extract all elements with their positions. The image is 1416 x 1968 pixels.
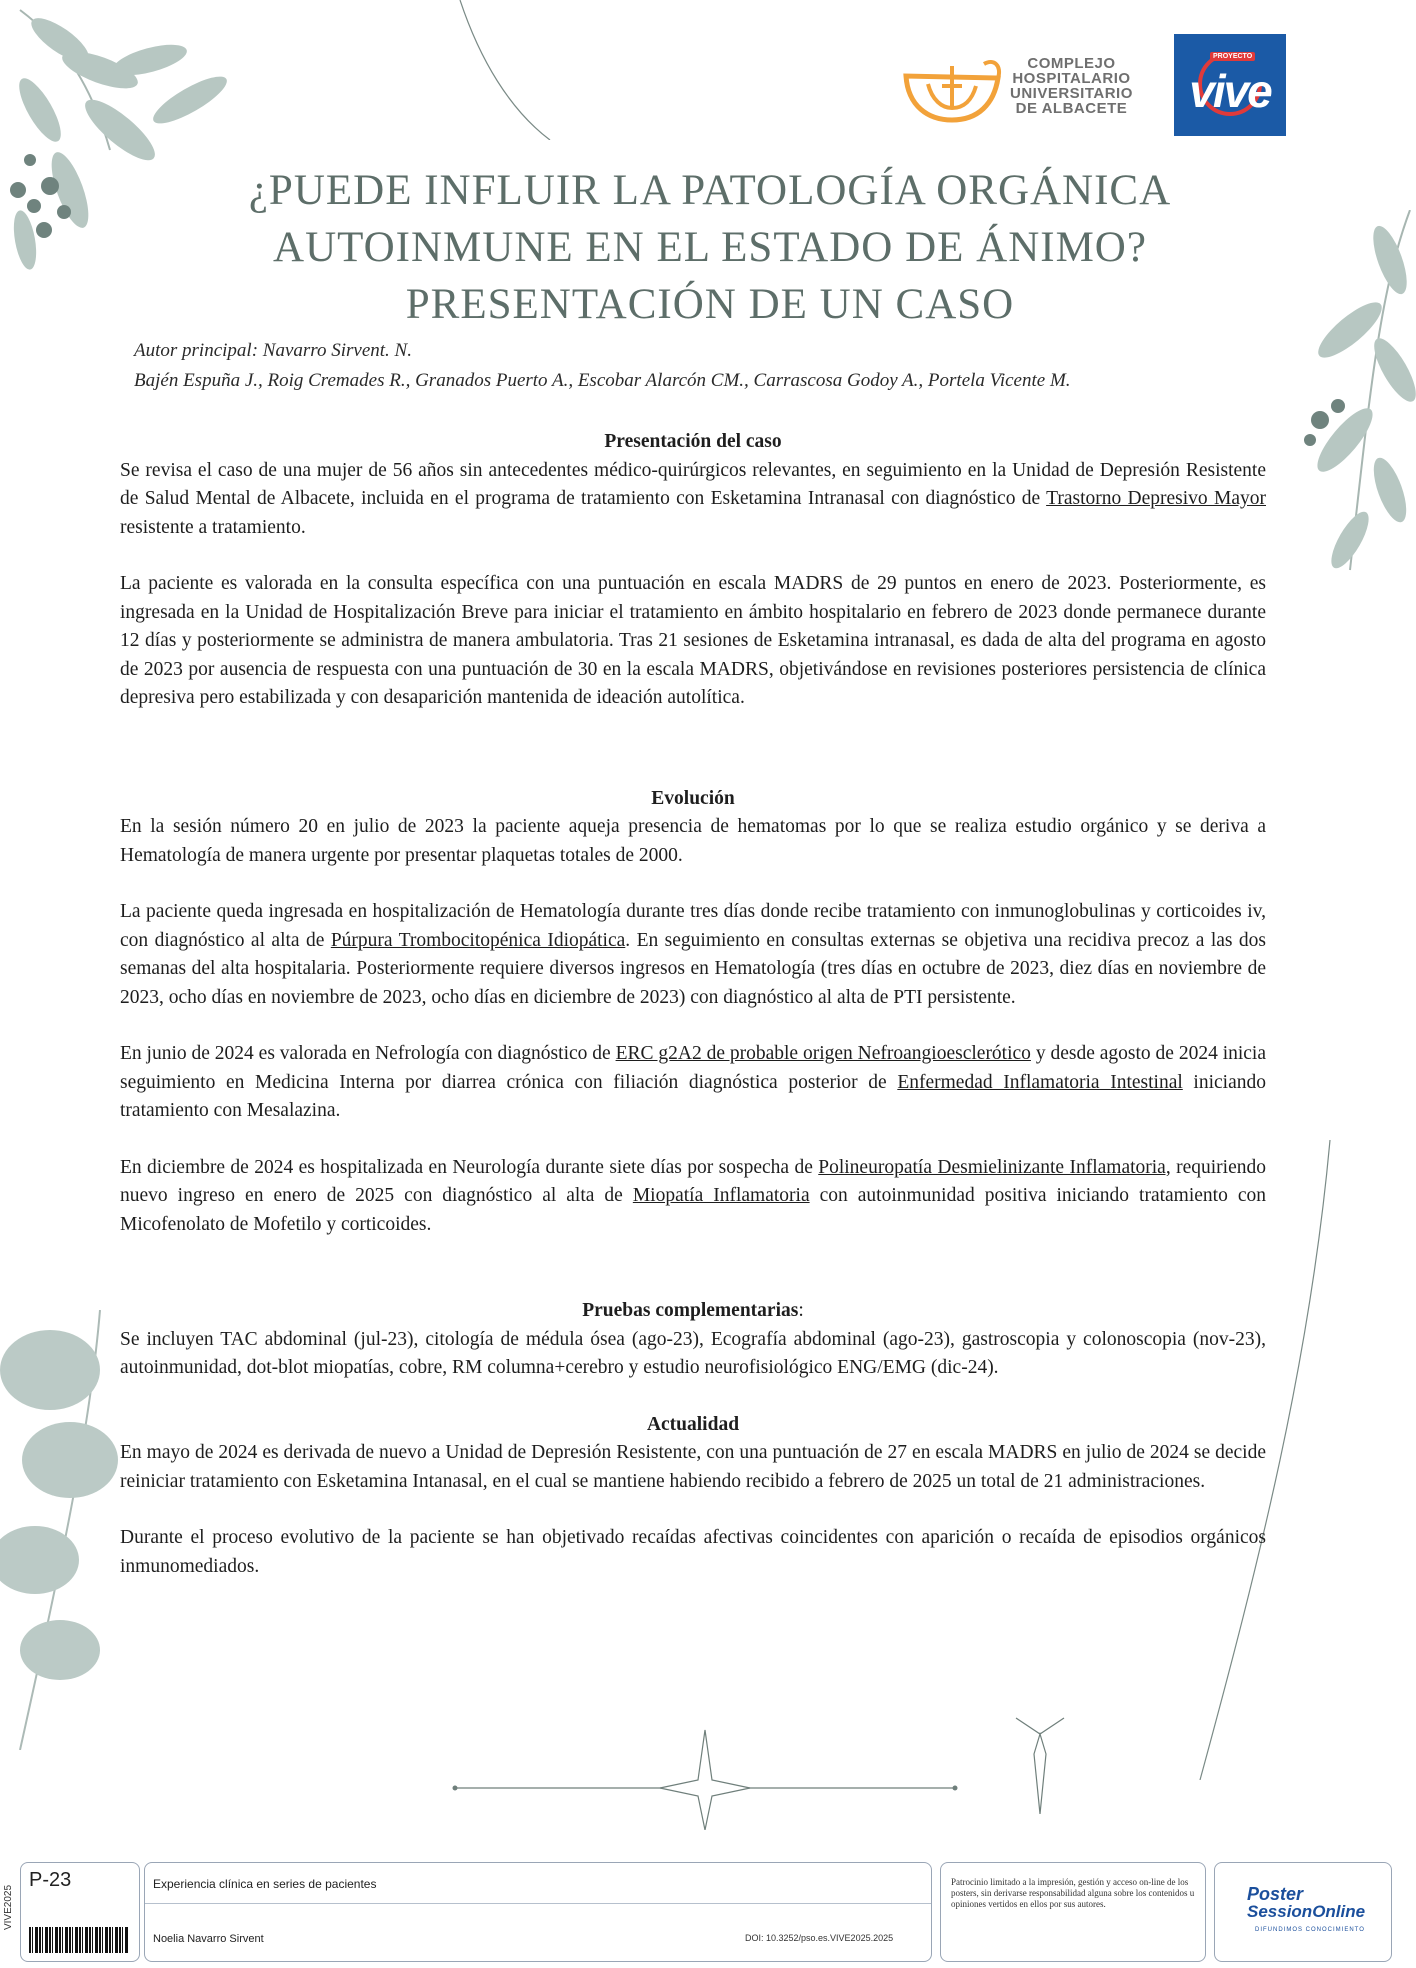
term-erc: ERC g2A2 de probable origen Nefroangioesclerótico: [615, 1043, 1031, 1064]
barcode: [29, 1927, 129, 1953]
poster-footer: [0, 1858, 1416, 1968]
term-miopatia: Miopatía Inflamatoria: [632, 1185, 810, 1206]
principal-author: Autor principal: Navarro Sirvent. N.: [134, 340, 412, 361]
paragraph-evolucion-3: En junio de 2024 es valorada en Nefrología con diagnóstico de ERC g2A2 de probable origen Nefroangioesclerótico y desde agosto de 2024 inicia seguimiento en Medicina Interna por diarrea crónica con filiación diagnóstica posterior de Enfermedad Inflamatoria Intestinal iniciando tratamiento con Mesalazina.: [120, 1043, 1267, 1121]
section-title-presentacion: Presentación del caso: [604, 431, 782, 452]
paragraph-evolucion-4: En diciembre de 2024 es hospitalizada en Neurología durante siete días por sospecha de Polineuropatía Desmielinizante Inflamatoria, requiriendo nuevo ingreso en enero de 2025 con diagnóstico al alta de Miopatía Inflamatoria con autoinmunidad positiva iniciando tratamiento con Micofenolato de Mofetilo y corticoides.: [120, 1156, 1266, 1235]
poster-doi: DOI: 10.3252/pso.es.VIVE2025.2025: [745, 1933, 894, 1943]
footer-code-box: [20, 1862, 140, 1962]
vive-word: vive: [1189, 65, 1271, 117]
term-eii: Enfermedad Inflamatoria Intestinal: [897, 1071, 1183, 1093]
poster-body: [120, 428, 1266, 1609]
arrow-ornament-decoration: [1010, 1714, 1070, 1814]
poster-author: Noelia Navarro Sirvent: [153, 1933, 264, 1945]
paragraph-evolucion-1: En la sesión número 20 en julio de 2023 la paciente aqueja presencia de hematomas por lo que se realiza estudio orgánico y se deriva a Hematología de manera urgente por presentar plaquetas totales de 2000.: [120, 816, 1266, 866]
footer-disclaimer-box: [940, 1862, 1206, 1962]
footer-info-box: [144, 1862, 932, 1962]
pso-tagline: DIFUNDIMOS CONOCIMIENTO: [1255, 1927, 1365, 1933]
pso-logo-line2: SessionOnline: [1247, 1902, 1366, 1921]
paragraph-actualidad-2: Durante el proceso evolutivo de la paciente se han objetivado recaídas afectivas coincidentes con aparición o recaída de episodios orgánicos inmunomediados.: [120, 1527, 1266, 1577]
footer-side-label: VIVE2025: [3, 1884, 15, 1931]
hospital-emblem-icon: [898, 56, 1006, 126]
paragraph-presentacion-1: Se revisa el caso de una mujer de 56 años sin antecedentes médico-quirúrgicos relevantes, en seguimiento en la Unidad de Depresión Resistente de Salud Mental de Albacete, incluida en el programa de tratamiento con Esketamina Intranasal con diagnóstico de Trastorno Depresivo Mayor resistente a tratamiento.: [120, 459, 1266, 538]
leaf-decoration-right: [1290, 210, 1416, 580]
hospital-logo: [898, 52, 1142, 130]
star-divider-decoration: [450, 1720, 970, 1830]
term-pti: Púrpura Trombocitopénica Idiopática: [330, 929, 626, 951]
poster-title: ¿PUEDE INFLUIR LA PATOLOGÍA ORGÁNICA AUTOINMUNE EN EL ESTADO DE ÁNIMO? PRESENTACIÓN DE UN CASO: [248, 167, 1172, 328]
authors-block: [134, 336, 1071, 396]
poster-code: P-23: [29, 1869, 72, 1891]
section-title-pruebas: Pruebas complementarias:: [582, 1300, 804, 1321]
hospital-logo-text: COMPLEJO HOSPITALARIO UNIVERSITARIO DE ALBACETE: [1010, 55, 1133, 117]
paragraph-actualidad-1: En mayo de 2024 es derivada de nuevo a Unidad de Depresión Resistente, con una puntuación de 27 en escala MADRS en julio de 2024 se decide reiniciar tratamiento con Esketamina Intanasal, en el cual se mantiene habiendo recibido a febrero de 2025 un total de 21 administraciones.: [120, 1442, 1266, 1492]
paragraph-presentacion-2: La paciente es valorada en la consulta específica con una puntuación en escala MADRS de 29 puntos en enero de 2023. Posteriormente, es ingresada en la Unidad de Hospitalización Breve para iniciar el tratamiento en ámbito hospitalario en febrero de 2023 donde permanece durante 12 días y posteriormente se administra de manera ambulatoria. Tras 21 sesiones de Esketamina intranasal, es dada de alta del programa en agosto de 2023 por ausencia de respuesta con una puntuación de 30 en la escala MADRS, objetivándose en revisiones posteriores persistencia de clínica depresiva pero estabilizada y con desaparición mantenida de ideación autolítica.: [120, 573, 1266, 708]
paragraph-evolucion-2: La paciente queda ingresada en hospitalización de Hematología durante tres días donde recibe tratamiento con inmunoglobulinas y corticoides iv, con diagnóstico al alta de Púrpura Trombocitopénica Idiopática. En seguimiento en consultas externas se objetiva una recidiva precoz a las dos semanas del alta hospitalaria. Posteriormente requiere diversos ingresos en Hematología (tres días en octubre de 2023, diez días en noviembre de 2023, ocho días en noviembre de 2023, ocho días en diciembre de 2023) con diagnóstico al alta de PTI persistente.: [120, 901, 1267, 1008]
vive-tag: PROYECTO: [1210, 52, 1255, 61]
term-polineuropatia: Polineuropatía Desmielinizante Inflamatoria,: [818, 1156, 1171, 1178]
vive-project-logo: [1174, 34, 1286, 136]
disclaimer-text: Patrocinio limitado a la impresión, gestión y acceso on-line de los posters, sin derivarse responsabilidad alguna sobre los contenidos u opiniones vertidos en ellos por sus autores.: [951, 1877, 1195, 1909]
leaf-decoration-bottom-left: [0, 1310, 140, 1750]
section-title-evolucion: Evolución: [651, 787, 735, 809]
term-trastorno-depresivo: Trastorno Depresivo Mayor: [1046, 488, 1266, 509]
section-title-actualidad: Actualidad: [646, 1413, 740, 1435]
pso-logo-line1: Poster: [1247, 1884, 1304, 1904]
arc-line-decoration: [440, 0, 560, 140]
paragraph-pruebas-1: Se incluyen TAC abdominal (jul-23), citología de médula ósea (ago-23), Ecografía abdominal (ago-23), gastroscopia y colonoscopia (nov-23), autoinmunidad, dot-blot miopatías, cobre, RM columna+cerebro y estudio neurofisiológico ENG/EMG (dic-24).: [120, 1328, 1266, 1378]
poster-session-online-logo: [1214, 1862, 1392, 1962]
poster-category: Experiencia clínica en series de pacientes: [153, 1877, 377, 1891]
coauthors: Bajén Espuña J., Roig Cremades R., Granados Puerto A., Escobar Alarcón CM., Carrascosa Godoy A., Portela Vicente M.: [134, 370, 1071, 391]
